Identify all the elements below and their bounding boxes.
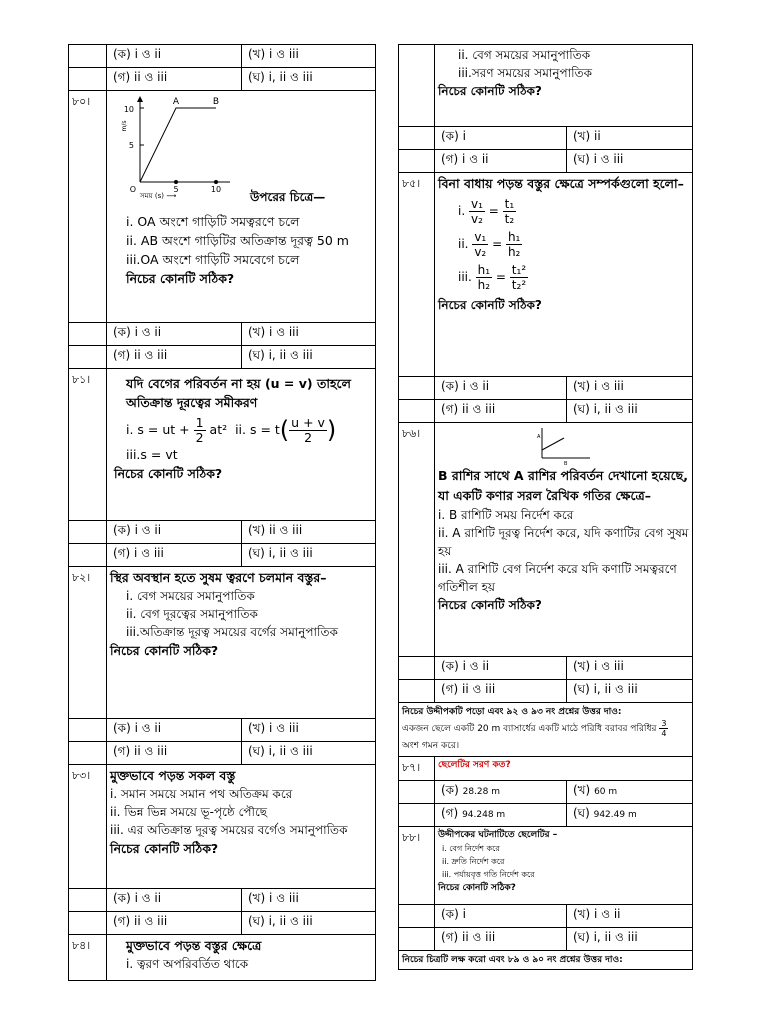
statement-list: [438, 506, 689, 596]
equals-sign: =: [495, 270, 506, 284]
option-b[interactable]: (খ) i ও iii: [242, 323, 376, 346]
option-row: [69, 68, 376, 91]
fraction-num: h₁: [477, 263, 491, 277]
empty-cell: [399, 905, 435, 928]
question-body: [435, 757, 693, 781]
point-a-label: A: [172, 97, 180, 107]
fraction-den: 2: [304, 430, 313, 445]
question-body: [107, 91, 376, 323]
question-85: [399, 173, 693, 377]
question-body: [435, 423, 693, 657]
option-row: [399, 377, 693, 400]
fraction-num: h₁: [507, 230, 521, 244]
stimulus-heading: নিচের উদ্দীপকটি পড়ো এবং ৯২ ও ৯৩ নং প্রশ্নের উত্তর দাও:: [402, 707, 622, 717]
equation-2-prefix: ii. s = t: [235, 422, 280, 437]
option-row: [399, 804, 693, 827]
option-c[interactable]: [435, 804, 567, 827]
option-a[interactable]: [435, 781, 567, 804]
option-d[interactable]: (ঘ) i, ii ও iii: [242, 544, 376, 567]
point-b-label: B: [212, 97, 220, 107]
option-a[interactable]: (ক) i: [435, 127, 567, 150]
option-row: [69, 346, 376, 369]
statement-list: [110, 587, 372, 641]
option-row: [69, 912, 376, 935]
question-prompt: নিচের কোনটি সঠিক?: [126, 271, 235, 286]
empty-cell: [69, 889, 107, 912]
relation-label: ii.: [458, 237, 469, 251]
option-b[interactable]: (খ) ii: [567, 127, 693, 150]
y-axis-arrow: [137, 96, 143, 102]
option-b[interactable]: (খ) ii ও iii: [242, 521, 376, 544]
footer-instruction: নিচের চিত্রটি লক্ষ করো এবং ৮৯ ও ৯০ নং প্রশ্নের উত্তর দাও:: [399, 951, 693, 970]
equals-sign: =: [492, 237, 503, 251]
option-row: [399, 150, 693, 173]
relation-1: [438, 197, 689, 226]
option-b[interactable]: (খ) i ও iii: [567, 377, 693, 400]
question-stem: যদি বেগের পরিবর্তন না হয় (u = v) তাহলে অতিক্রান্ত দূরত্বের সমীকরণ: [126, 376, 351, 410]
statement-2: ii. ভিন্ন ভিন্ন সময়ে ভূ-পৃষ্ঠে পৌছে: [110, 805, 268, 819]
left-question-table: [68, 44, 376, 981]
fraction-num: u + v: [291, 415, 325, 430]
question-number: ৮৩।: [69, 765, 107, 889]
question-stem: উদ্দীপকের ঘটনাটিতে ছেলেটির –: [438, 830, 558, 840]
relation-2: [438, 230, 689, 259]
stimulus-text: [402, 719, 689, 754]
fraction-num: v₁: [470, 197, 483, 211]
question-body: [435, 173, 693, 377]
question-prompt: নিচের কোনটি সঠিক?: [438, 298, 542, 312]
option-d[interactable]: (ঘ) i, ii ও iii: [242, 346, 376, 369]
stimulus-text-part: অংশ গমন করে।: [402, 741, 460, 751]
option-a[interactable]: (ক) i ও ii: [107, 719, 242, 742]
half-fraction: [194, 416, 206, 445]
fraction-den: t₂²: [511, 278, 527, 292]
empty-cell: [399, 127, 435, 150]
question-number: ৮৫।: [399, 173, 435, 377]
statement-2: ii. বেগ সময়ের সমানুপাতিক: [458, 48, 591, 62]
question-stem: ছেলেটির সরণ কত?: [438, 760, 511, 770]
statement-3: iii.সরণ সময়ের সমানুপাতিক: [458, 66, 593, 80]
question-prompt: নিচের কোনটি সঠিক?: [114, 466, 223, 481]
option-row: [399, 400, 693, 423]
question-81: [69, 369, 376, 521]
question-stem: মুক্তভাবে পড়ন্ত সকল বস্তু: [110, 768, 236, 783]
right-column: [398, 44, 693, 970]
velocity-time-graph: [120, 94, 240, 194]
option-a[interactable]: (ক) i: [435, 905, 567, 928]
question-stem: স্থির অবস্থান হতে সুষম ত্বরণে চলমান বস্তুর–: [110, 570, 327, 585]
question-body: [107, 765, 376, 889]
empty-cell: [399, 781, 435, 804]
option-row: [399, 905, 693, 928]
option-row: [399, 781, 693, 804]
empty-cell: [399, 657, 435, 680]
y-axis-label: A: [537, 434, 541, 440]
empty-cell: [399, 804, 435, 827]
statement-1: i. ত্বরণ অপরিবর্তিত থাকে: [126, 957, 249, 971]
question-body: [435, 45, 693, 127]
statement-list: [110, 212, 372, 288]
option-b[interactable]: (খ) i ও iii: [242, 889, 376, 912]
option-label: (ঘ): [573, 806, 590, 820]
right-fraction: [503, 197, 517, 226]
statement-2: ii. A রাশিটি দূরত্ব নির্দেশ করে, যদি কণাটির বেগ সুষম হয়: [438, 526, 689, 558]
option-row: [399, 657, 693, 680]
stimulus-text-part: একজন ছেলে একটি 20 m ব্যাসার্ধের একটি মাঠে পরিধি বরাবর পরিধির: [402, 724, 657, 734]
fraction-num: 3: [661, 719, 667, 728]
option-d[interactable]: (ঘ) i, ii ও iii: [567, 400, 693, 423]
left-column: [68, 44, 376, 981]
option-row: [69, 544, 376, 567]
origin-label: O: [129, 185, 136, 194]
option-c[interactable]: (গ) ii ও iii: [107, 346, 242, 369]
option-b[interactable]: (খ) i ও iii: [242, 45, 376, 68]
option-d[interactable]: (ঘ) i, ii ও iii: [567, 928, 693, 951]
three-quarter-fraction: [659, 719, 668, 738]
question-prompt: নিচের কোনটি সঠিক?: [438, 883, 516, 893]
y-label-10: 10: [123, 105, 134, 114]
option-value: 60 m: [594, 787, 618, 797]
question-stem: বিনা বাধায় পড়ন্ত বস্তুর ক্ষেত্রে সম্পর্কগুলো হলো–: [438, 176, 684, 191]
option-c[interactable]: (গ) ii ও iii: [107, 912, 242, 935]
question-82: [69, 567, 376, 719]
option-a[interactable]: (ক) i ও ii: [435, 377, 567, 400]
option-c[interactable]: (গ) ii ও iii: [435, 680, 567, 703]
left-fraction: [472, 230, 488, 259]
empty-cell: [399, 400, 435, 423]
option-c[interactable]: (গ) ii ও iii: [435, 928, 567, 951]
empty-cell: [399, 928, 435, 951]
paren-close: ): [326, 416, 337, 444]
statement-3: iii. এর অতিক্রান্ত দূরত্ব সময়ের বর্গেও সমানুপাতিক: [110, 823, 348, 837]
right-question-table: [398, 44, 693, 970]
option-d[interactable]: (ঘ) i, ii ও iii: [242, 68, 376, 91]
statement-1: i. OA অংশে গাড়িটি সমত্বরণে চলে: [126, 214, 300, 229]
question-number: ৮১।: [69, 369, 107, 521]
point-5: [174, 180, 178, 184]
empty-cell: [399, 150, 435, 173]
option-a[interactable]: (ক) i ও ii: [107, 323, 242, 346]
option-value: 942.49 m: [593, 810, 637, 820]
statement-3: iii. পর্যায়বৃত্ত গতি নির্দেশ করে: [442, 870, 535, 879]
fraction-den: t₂: [504, 212, 515, 226]
option-label: (ক): [441, 783, 459, 797]
statement-2: ii. দ্রুতি নির্দেশ করে: [442, 857, 505, 866]
option-a[interactable]: (ক) i ও ii: [435, 657, 567, 680]
question-number: ৮৬।: [399, 423, 435, 657]
option-value: 28.28 m: [462, 787, 500, 797]
option-row: [399, 127, 693, 150]
option-row: [399, 680, 693, 703]
fraction-num: v₁: [474, 230, 487, 244]
empty-cell: [69, 544, 107, 567]
fraction-num: 1: [195, 415, 204, 430]
statement-3: iii. A রাশিটি বেগ নির্দেশ করে যদি কণাটি সমত্বরণে গতিশীল হয়: [438, 562, 677, 594]
option-row: [69, 521, 376, 544]
equals-sign: =: [488, 204, 499, 218]
fraction-den: v₂: [470, 212, 483, 226]
option-row: [69, 719, 376, 742]
statement-3: iii.OA অংশে গাড়িটি সমবেগে চলে: [126, 252, 300, 267]
empty-cell: [399, 377, 435, 400]
right-fraction: [510, 263, 528, 292]
equation-1-prefix: i. s = ut +: [126, 422, 194, 437]
question-prompt: নিচের কোনটি সঠিক?: [110, 841, 219, 856]
empty-cell: [399, 680, 435, 703]
option-a[interactable]: (ক) i ও ii: [107, 521, 242, 544]
graph-line: [542, 438, 564, 450]
statement-1: i. সমান সময়ে সমান পথ অতিক্রম করে: [110, 787, 293, 801]
option-d[interactable]: (ঘ) i, ii ও iii: [567, 680, 693, 703]
empty-cell: [69, 719, 107, 742]
fraction-den: h₂: [507, 245, 521, 259]
statement-3: iii.s = vt: [126, 447, 178, 462]
option-a[interactable]: (ক) i ও ii: [107, 889, 242, 912]
empty-cell: [69, 45, 107, 68]
empty-cell: [69, 742, 107, 765]
question-prompt: নিচের কোনটি সঠিক?: [438, 598, 542, 612]
option-row: [69, 742, 376, 765]
statement-1: i. বেগ সময়ের সমানুপাতিক: [126, 589, 255, 603]
option-d[interactable]: (ঘ) i, ii ও iii: [242, 742, 376, 765]
empty-cell: [69, 912, 107, 935]
question-stem: মুক্তভাবে পড়ন্ত বস্তুর ক্ষেত্রে: [126, 938, 262, 953]
question-number: ৮৮।: [399, 827, 435, 905]
question-87: [399, 757, 693, 781]
option-b[interactable]: [567, 781, 693, 804]
option-c[interactable]: (গ) i ও ii: [435, 150, 567, 173]
option-c[interactable]: (গ) ii ও iii: [107, 68, 242, 91]
a-vs-b-graph: [534, 424, 594, 466]
y-label-5: 5: [128, 141, 134, 150]
question-stem: B রাশির সাথে A রাশির পরিবর্তন দেখানো হয়েছে, যা একটি কণার সরল রৈখিক গতির ক্ষেত্রে–: [438, 468, 688, 503]
footer-instruction-row: [399, 951, 693, 970]
empty-cell: [69, 68, 107, 91]
question-number: ৮০।: [69, 91, 107, 323]
point-10: [214, 180, 218, 184]
statement-list: [438, 46, 689, 82]
option-row: [69, 323, 376, 346]
option-b[interactable]: (খ) i ও iii: [242, 719, 376, 742]
question-body: [435, 827, 693, 905]
option-d[interactable]: (ঘ) i ও iii: [567, 150, 693, 173]
empty-cell: [399, 45, 435, 127]
fraction-den: 2: [195, 430, 204, 445]
question-continuation: [399, 45, 693, 127]
statement-list: [110, 785, 372, 839]
option-d[interactable]: [567, 804, 693, 827]
question-86: [399, 423, 693, 657]
statement-3: iii.অতিক্রান্ত দূরত্ব সময়ের বর্গের সমানুপাতিক: [126, 625, 338, 639]
x-label-10: 10: [210, 185, 222, 194]
option-b[interactable]: (খ) i ও iii: [567, 657, 693, 680]
relation-label: iii.: [458, 270, 472, 284]
statement-1: i. বেগ নির্দেশ করে: [442, 844, 500, 853]
option-label: (গ): [441, 806, 459, 820]
question-stem: উপরের চিত্রে—: [250, 190, 326, 204]
relation-label: i.: [458, 204, 466, 218]
statement-1: i. B রাশিটি সময় নির্দেশ করে: [438, 508, 574, 522]
question-number: ৮২।: [69, 567, 107, 719]
stimulus-body: [399, 703, 693, 757]
x-axis-label: সময় (s) ⟶: [140, 192, 177, 200]
option-row: [69, 889, 376, 912]
equation-line: [110, 416, 372, 445]
empty-cell: [69, 521, 107, 544]
question-84: [69, 935, 376, 981]
option-c[interactable]: (গ) i ও iii: [107, 544, 242, 567]
fraction-num: t₁²: [511, 263, 527, 277]
x-axis-label: B: [564, 461, 568, 466]
question-number: ৮৪।: [69, 935, 107, 981]
fraction-den: 4: [661, 729, 667, 738]
graph-line: [140, 108, 216, 182]
option-c[interactable]: (গ) ii ও iii: [107, 742, 242, 765]
relation-3: [438, 263, 689, 292]
stimulus: [399, 703, 693, 757]
question-80: [69, 91, 376, 323]
question-body: [107, 567, 376, 719]
question-88: [399, 827, 693, 905]
left-fraction: [469, 197, 485, 226]
empty-cell: [69, 323, 107, 346]
empty-cell: [69, 346, 107, 369]
question-body: [107, 369, 376, 521]
option-value: 94.248 m: [462, 810, 506, 820]
option-a[interactable]: (ক) i ও ii: [107, 45, 242, 68]
y-axis-label: m/s: [121, 120, 128, 132]
option-b[interactable]: (খ) i ও ii: [567, 905, 693, 928]
statement-list: [438, 842, 689, 881]
option-row: [69, 45, 376, 68]
option-d[interactable]: (ঘ) i, ii ও iii: [242, 912, 376, 935]
right-fraction: [506, 230, 522, 259]
fraction-den: v₂: [474, 245, 487, 259]
option-c[interactable]: (গ) ii ও iii: [435, 400, 567, 423]
option-label: (খ): [573, 783, 591, 797]
option-row: [399, 928, 693, 951]
question-83: [69, 765, 376, 889]
question-body: [107, 935, 376, 981]
paren-open: (: [279, 416, 290, 444]
left-fraction: [476, 263, 492, 292]
x-label-5: 5: [173, 185, 179, 194]
statement-2: ii. AB অংশে গাড়িটির অতিক্রান্ত দূরত্ব 50 m: [126, 233, 349, 248]
statement-2: ii. বেগ দূরত্বের সমানুপাতিক: [126, 607, 258, 621]
fraction-den: h₂: [477, 278, 491, 292]
uv-fraction: [289, 416, 327, 445]
equation-1-suffix: at²: [205, 422, 228, 437]
question-prompt: নিচের কোনটি সঠিক?: [438, 84, 542, 98]
fraction-num: t₁: [504, 197, 515, 211]
question-prompt: নিচের কোনটি সঠিক?: [110, 643, 219, 658]
question-number: ৮৭।: [399, 757, 435, 781]
